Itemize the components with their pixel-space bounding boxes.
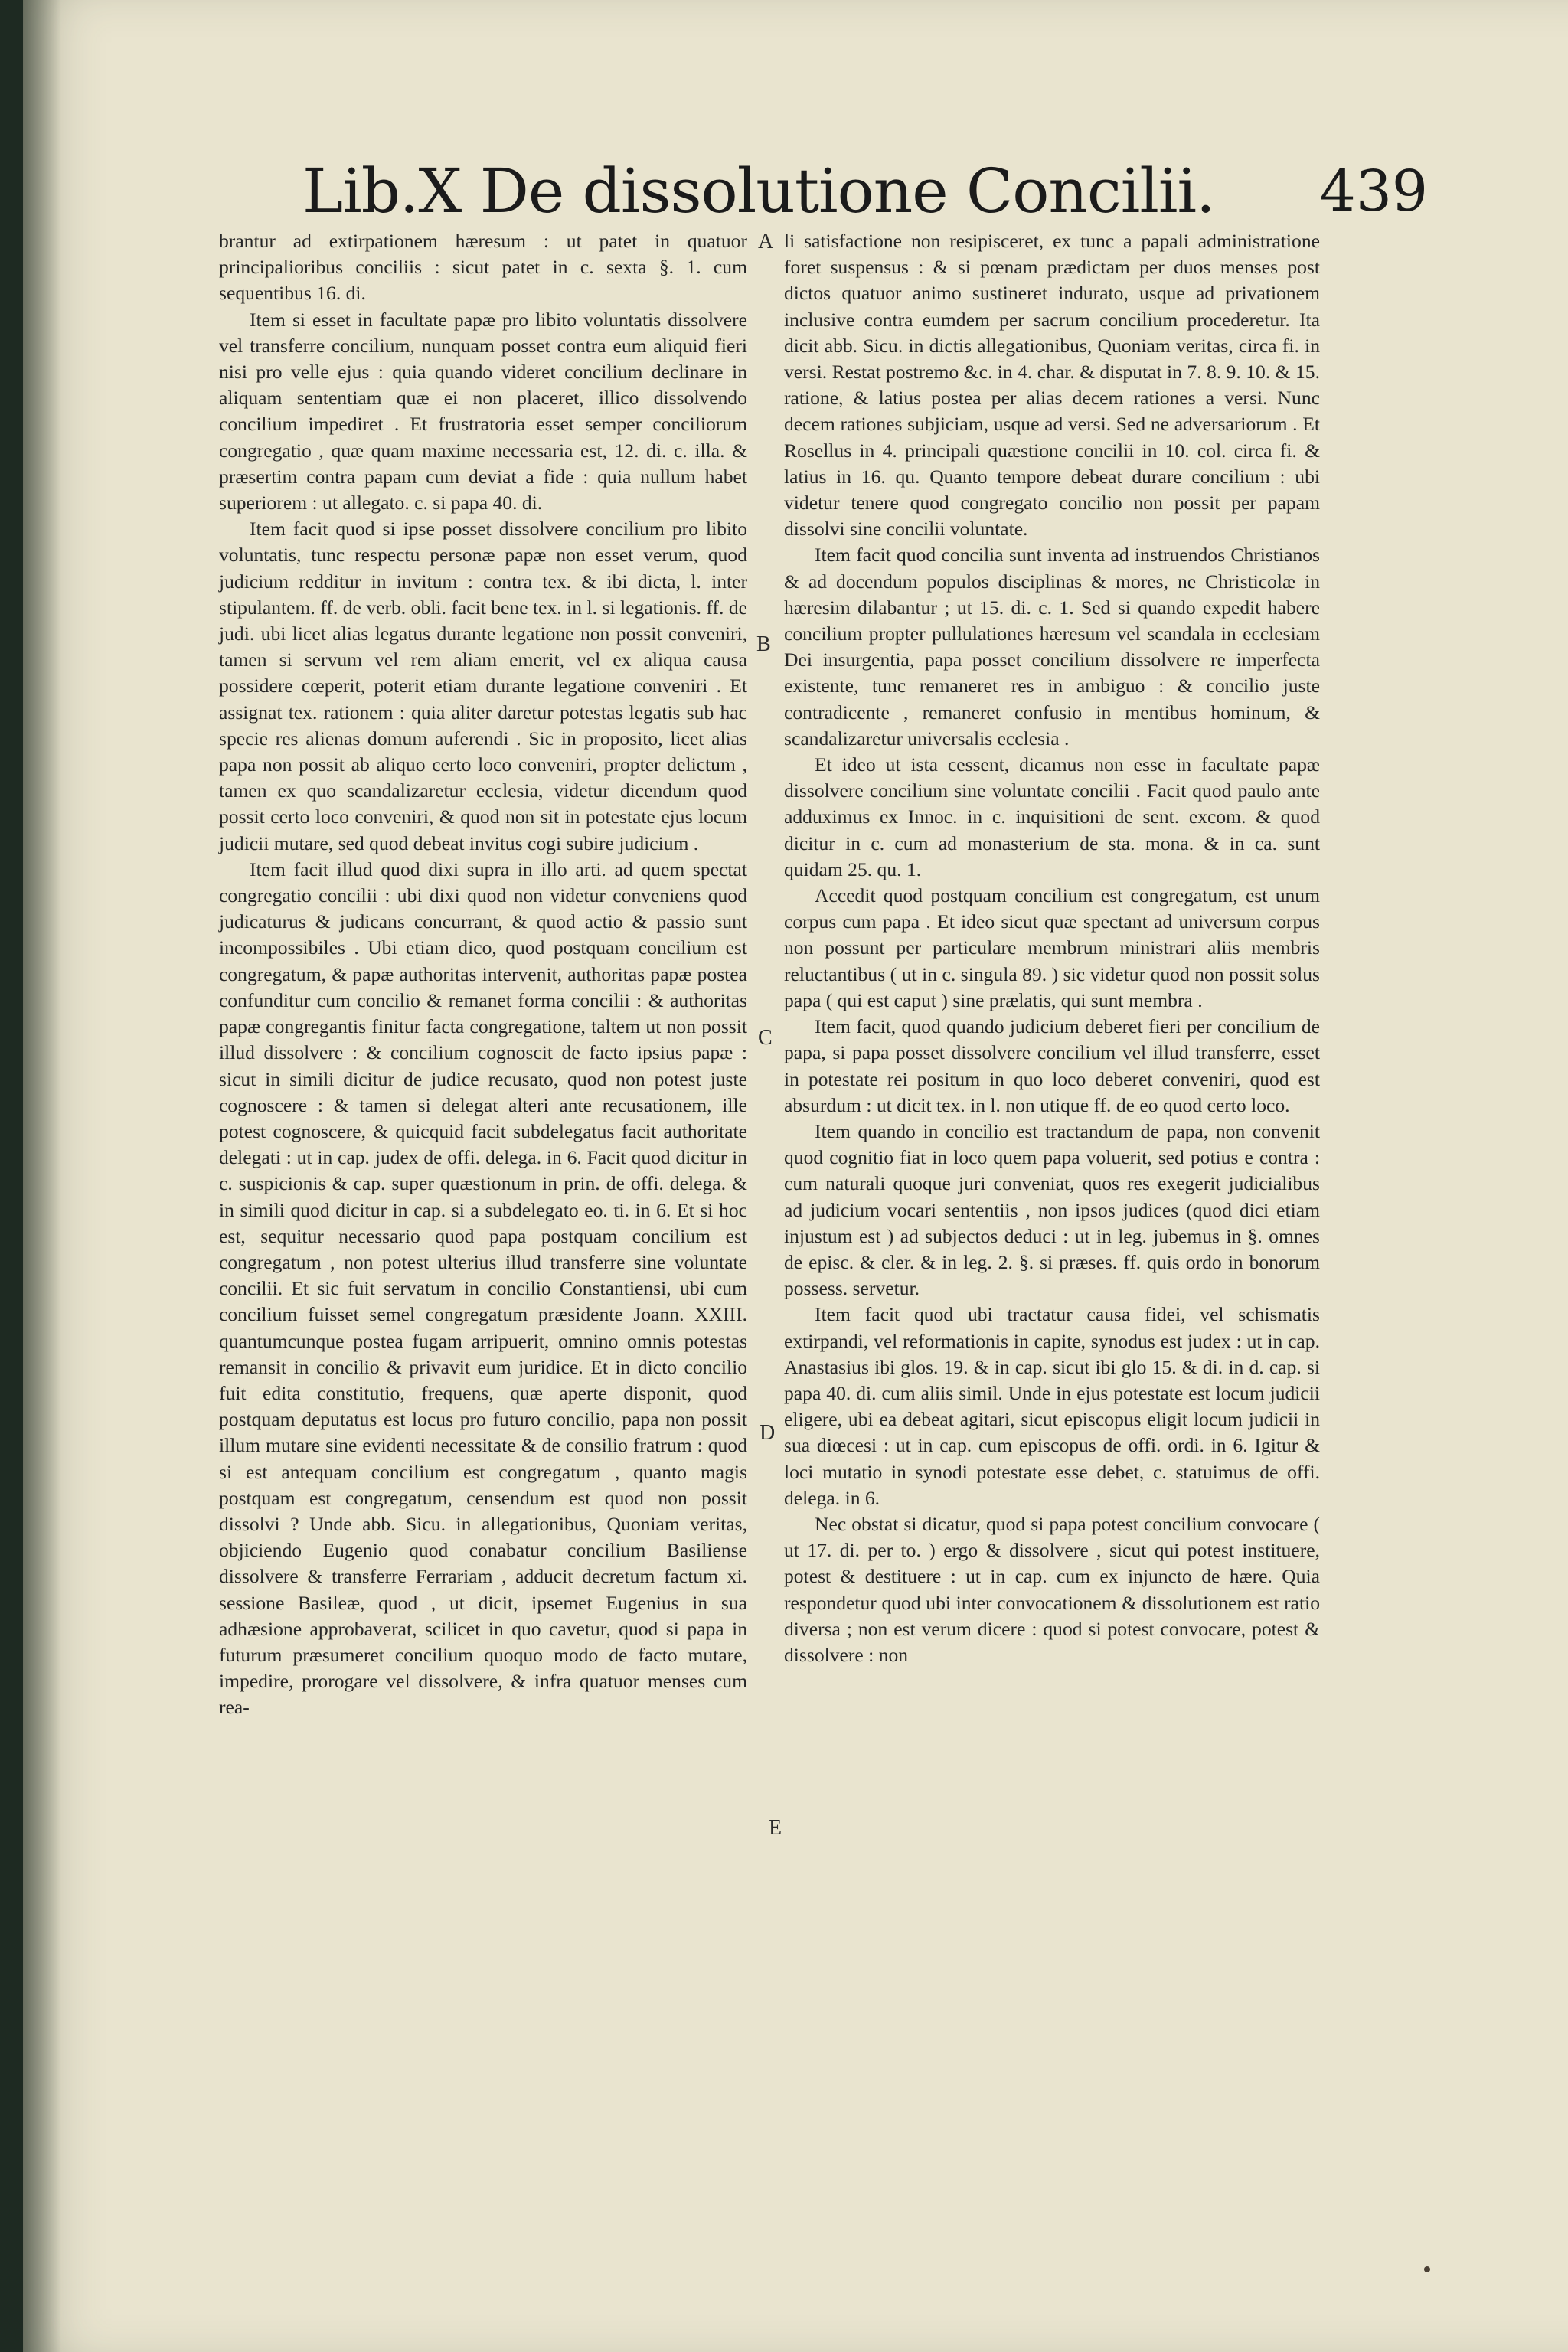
- paragraph: Item si esset in facultate papæ pro libito voluntatis dissolvere vel transferre concilium, nunquam posset contra eum aliquid fieri nisi pro velle ejus : quia quando videret concilium declinare in aliquam sententiam quæ ei non placeret, illico dissolvendo concilium impediret . Et frustratoria esset semper conciliorum congregatio , quæ quam maxime necessaria est, 12. di. c. illa. & præsertim contra papam cum deviat a fide : quia nullum habet superiorem : ut allegato. c. si papa 40. di.: [219, 308, 747, 514]
- page-gutter-shadow: [23, 0, 61, 2352]
- paragraph: Accedit quod postquam concilium est congregatum, est unum corpus cum papa . Et ideo sicut quæ spectant ad universum corpus non possunt per particulare membrum ministrari aliis membris reluctantibus ( ut in c. singula 89. ) sic videtur quod non possit solus papa ( qui est caput ) sine prælatis, qui sunt membra .: [784, 884, 1320, 1011]
- ink-spot: [1424, 2266, 1430, 2272]
- right-text-column: [784, 228, 1320, 1668]
- paragraph: Nec obstat si dicatur, quod si papa potest concilium convocare ( ut 17. di. per to. ) ergo & dissolvere , sicut qui potest instituere, potest & destituere : ut in cap. cum ex injuncto de hære. Quia respondetur quod ubi inter convocationem & dissolutionem est ratio diversa ; non est verum dicere : quod si potest convocare, potest & dissolvere : non: [784, 1512, 1320, 1666]
- margin-marker-c: C: [758, 1026, 773, 1050]
- page-title: Lib.X De dissolutione Concilii.: [302, 155, 1215, 227]
- page-number: 439: [1319, 158, 1428, 224]
- paragraph: Item quando in concilio est tractandum de papa, non convenit quod cognitio fiat in loco quem papa voluerit, sed potius e contra : cum naturali quoque juri conveniat, quos res exegerit judicialibus ad judicium vocari sententiis , non ipsos judices (quod dici etiam injustum est ) ad subjectos deduci : ut in leg. jubemus in §. omnes de episc. & cler. & in leg. 2. §. si præses. ff. quis ordo in bonorum possess. servetur.: [784, 1119, 1320, 1300]
- paragraph: Item facit quod ubi tractatur causa fidei, vel schismatis extirpandi, vel reformationis in capite, synodus est judex : ut in cap. Anastasius ibi glos. 19. & in cap. sicut ibi glo 15. & di. in d. cap. si papa 40. di. cum aliis simil. Unde in ejus potestate est locum judicii eligere, ubi ea debeat agitari, sicut episcopus eligit locum judicii in sua diœcesi : ut in cap. cum episcopus de offi. ordi. in 6. Igitur & loci mutatio in synodi potestate esse debet, c. statuimus de offi. delega. in 6.: [784, 1303, 1320, 1509]
- margin-marker-a: A: [758, 230, 774, 253]
- paragraph: brantur ad extirpationem hæresum : ut patet in quatuor principalioribus conciliis : sicut patet in c. sexta §. 1. cum sequentibus 16. di.: [219, 230, 747, 305]
- paragraph: Item facit, quod quando judicium deberet fieri per concilium de papa, si papa posset dissolvere concilium vel illud transferre, esset in potestate rei positum in quo loco deberet conveniri, quod est absurdum : ut dicit tex. in l. non utique ff. de eo quod certo loco.: [784, 1015, 1320, 1116]
- paragraph: Item facit illud quod dixi supra in illo arti. ad quem spectat congregatio concilii : ubi dixi quod non videtur conveniens quod judicaturus & judicans concurrant, & quod actio & passio sunt incompossibiles . Ubi etiam dico, quod postquam concilium est congregatum, & papæ authoritas intervenit, authoritas papæ postea confunditur cum concilio & remanet forma concilii : & authoritas papæ congregantis finitur facta congregatione, taltem ut non possit illud dissolvere : & concilium cognoscit de facto ipsius papæ : sicut in simili dicitur de judice recusato, quod non potest juste cognoscere : & tamen si delegat alteri ante recusationem, ille potest cognoscere, & quicquid facit subdelegatus facit authoritate delegati : ut in cap. judex de offi. delega. in 6. Facit quod dicitur in c. suspicionis & cap. super quæstionum in prin. de offi. delega. & in simili quod dicitur in cap. si a subdelegato eo. ti. in 6. Et si hoc est, sequitur necessario quod papa postquam concilium est congregatum , non potest ulterius illud transferre sine voluntate concilii. Et sic fuit servatum in concilio Constantiensi, ubi cum concilium fuisset semel congregatum præsidente Joann. XXIII. quantumcunque postea fugam arripuerit, omnino omnis potestas remansit in concilio & privavit eum juridice. Et in dicto concilio fuit edita constitutio, frequens, quæ aperte disponit, quod postquam deputatus est locus pro futuro concilio, papa non possit illum mutare sine evidenti necessitate & de consilio fratrum : quod si est antequam concilium est congregatum , quanto magis postquam est congregatum, censendum est quod non possit dissolvi ? Unde abb. Sicu. in allegationibus, Quoniam veritas, objiciendo Eugenio quod conabatur concilium Basiliense dissolvere & transferre Ferrariam , adducit decretum factum xi. sessione Basileæ, quod , ut dicit, ipsemet Eugenius in sua adhæsione approbaverat, scilicet in quo cavetur, quod si papa in futurum præsumeret concilium quoquo modo de facto mutare, impedire, prorogare vel dissolvere, & infra quatuor menses cum rea-: [219, 858, 747, 1719]
- paragraph: li satisfactione non resipisceret, ex tunc a papali administratione foret suspensus : & si pœnam prædictam per duos menses post dictos quatuor animo sustineret indurato, usque ad privationem inclusive contra eumdem per sacrum concilium procederetur. Ita dicit abb. Sicu. in dictis allegationibus, Quoniam veritas, circa fi. in versi. Restat postremo &c. in 4. char. & disputat in 7. 8. 9. 10. & 15. ratione, & latius postea per alias decem rationes a versi. Nunc decem rationes subjiciam, usque ad versi. Sed ne adversariorum . Et Rosellus in 4. principali quæstione concilii in 10. col. circa fi. & latius in 16. qu. Quanto tempore debeat durare concilium : ubi videtur tenere quod congregato concilio non possit per papam dissolvi sine concilii voluntate.: [784, 230, 1320, 541]
- margin-marker-e: E: [769, 1816, 782, 1840]
- running-head: [302, 149, 1428, 234]
- margin-marker-d: D: [760, 1421, 776, 1445]
- margin-marker-b: B: [756, 632, 771, 656]
- left-text-column: [219, 228, 747, 1721]
- paragraph: Item facit quod si ipse posset dissolvere concilium pro libito voluntatis, tunc respectu personæ papæ non esset verum, quod judicium redditur in invitum : contra tex. & ibi dicta, l. inter stipulantem. ff. de verb. obli. facit bene tex. in l. si legationis. ff. de judi. ubi licet alias legatus durante legatione non possit conveniri, tamen si servum vel rem aliam emerit, vel ex aliqua causa possidere cœperit, poterit etiam durante legatione conveniri . Et assignat tex. rationem : quia aliter daretur potestas legatis sub hac specie res alienas domum auferendi . Sic in proposito, licet alias papa non possit ab aliquo certo loco conveniri, propter delictum , tamen ex quo scandalizaretur ecclesia, videtur dicendum quod possit certo loco conveniri, & quod non sit in potestate ejus locum judicii mutare, sed quod debeat invitus cogi subire judicium .: [219, 518, 747, 854]
- paragraph: Item facit quod concilia sunt inventa ad instruendos Christianos & ad docendum populos disciplinas & mores, ne Christicolæ in hæresim dilabantur ; ut 15. di. c. 1. Sed si quando expedit habere concilium propter pullulationes hæresum vel scandala in ecclesiam Dei insurgentia, papa posset concilium dissolvere re imperfecta existente, tunc remaneret res in ambiguo : & concilio juste contradicente , remaneret confusio in mentibus hominum, & scandalizaretur universalis ecclesia .: [784, 544, 1320, 750]
- paragraph: Et ideo ut ista cessent, dicamus non esse in facultate papæ dissolvere concilium sine voluntate concilii . Facit quod paulo ante adduximus ex Innoc. in c. inquisitioni de sent. excom. & quod dicitur in c. cum ad monasterium de sta. mona. & in ca. sunt quidam 25. qu. 1.: [784, 753, 1320, 880]
